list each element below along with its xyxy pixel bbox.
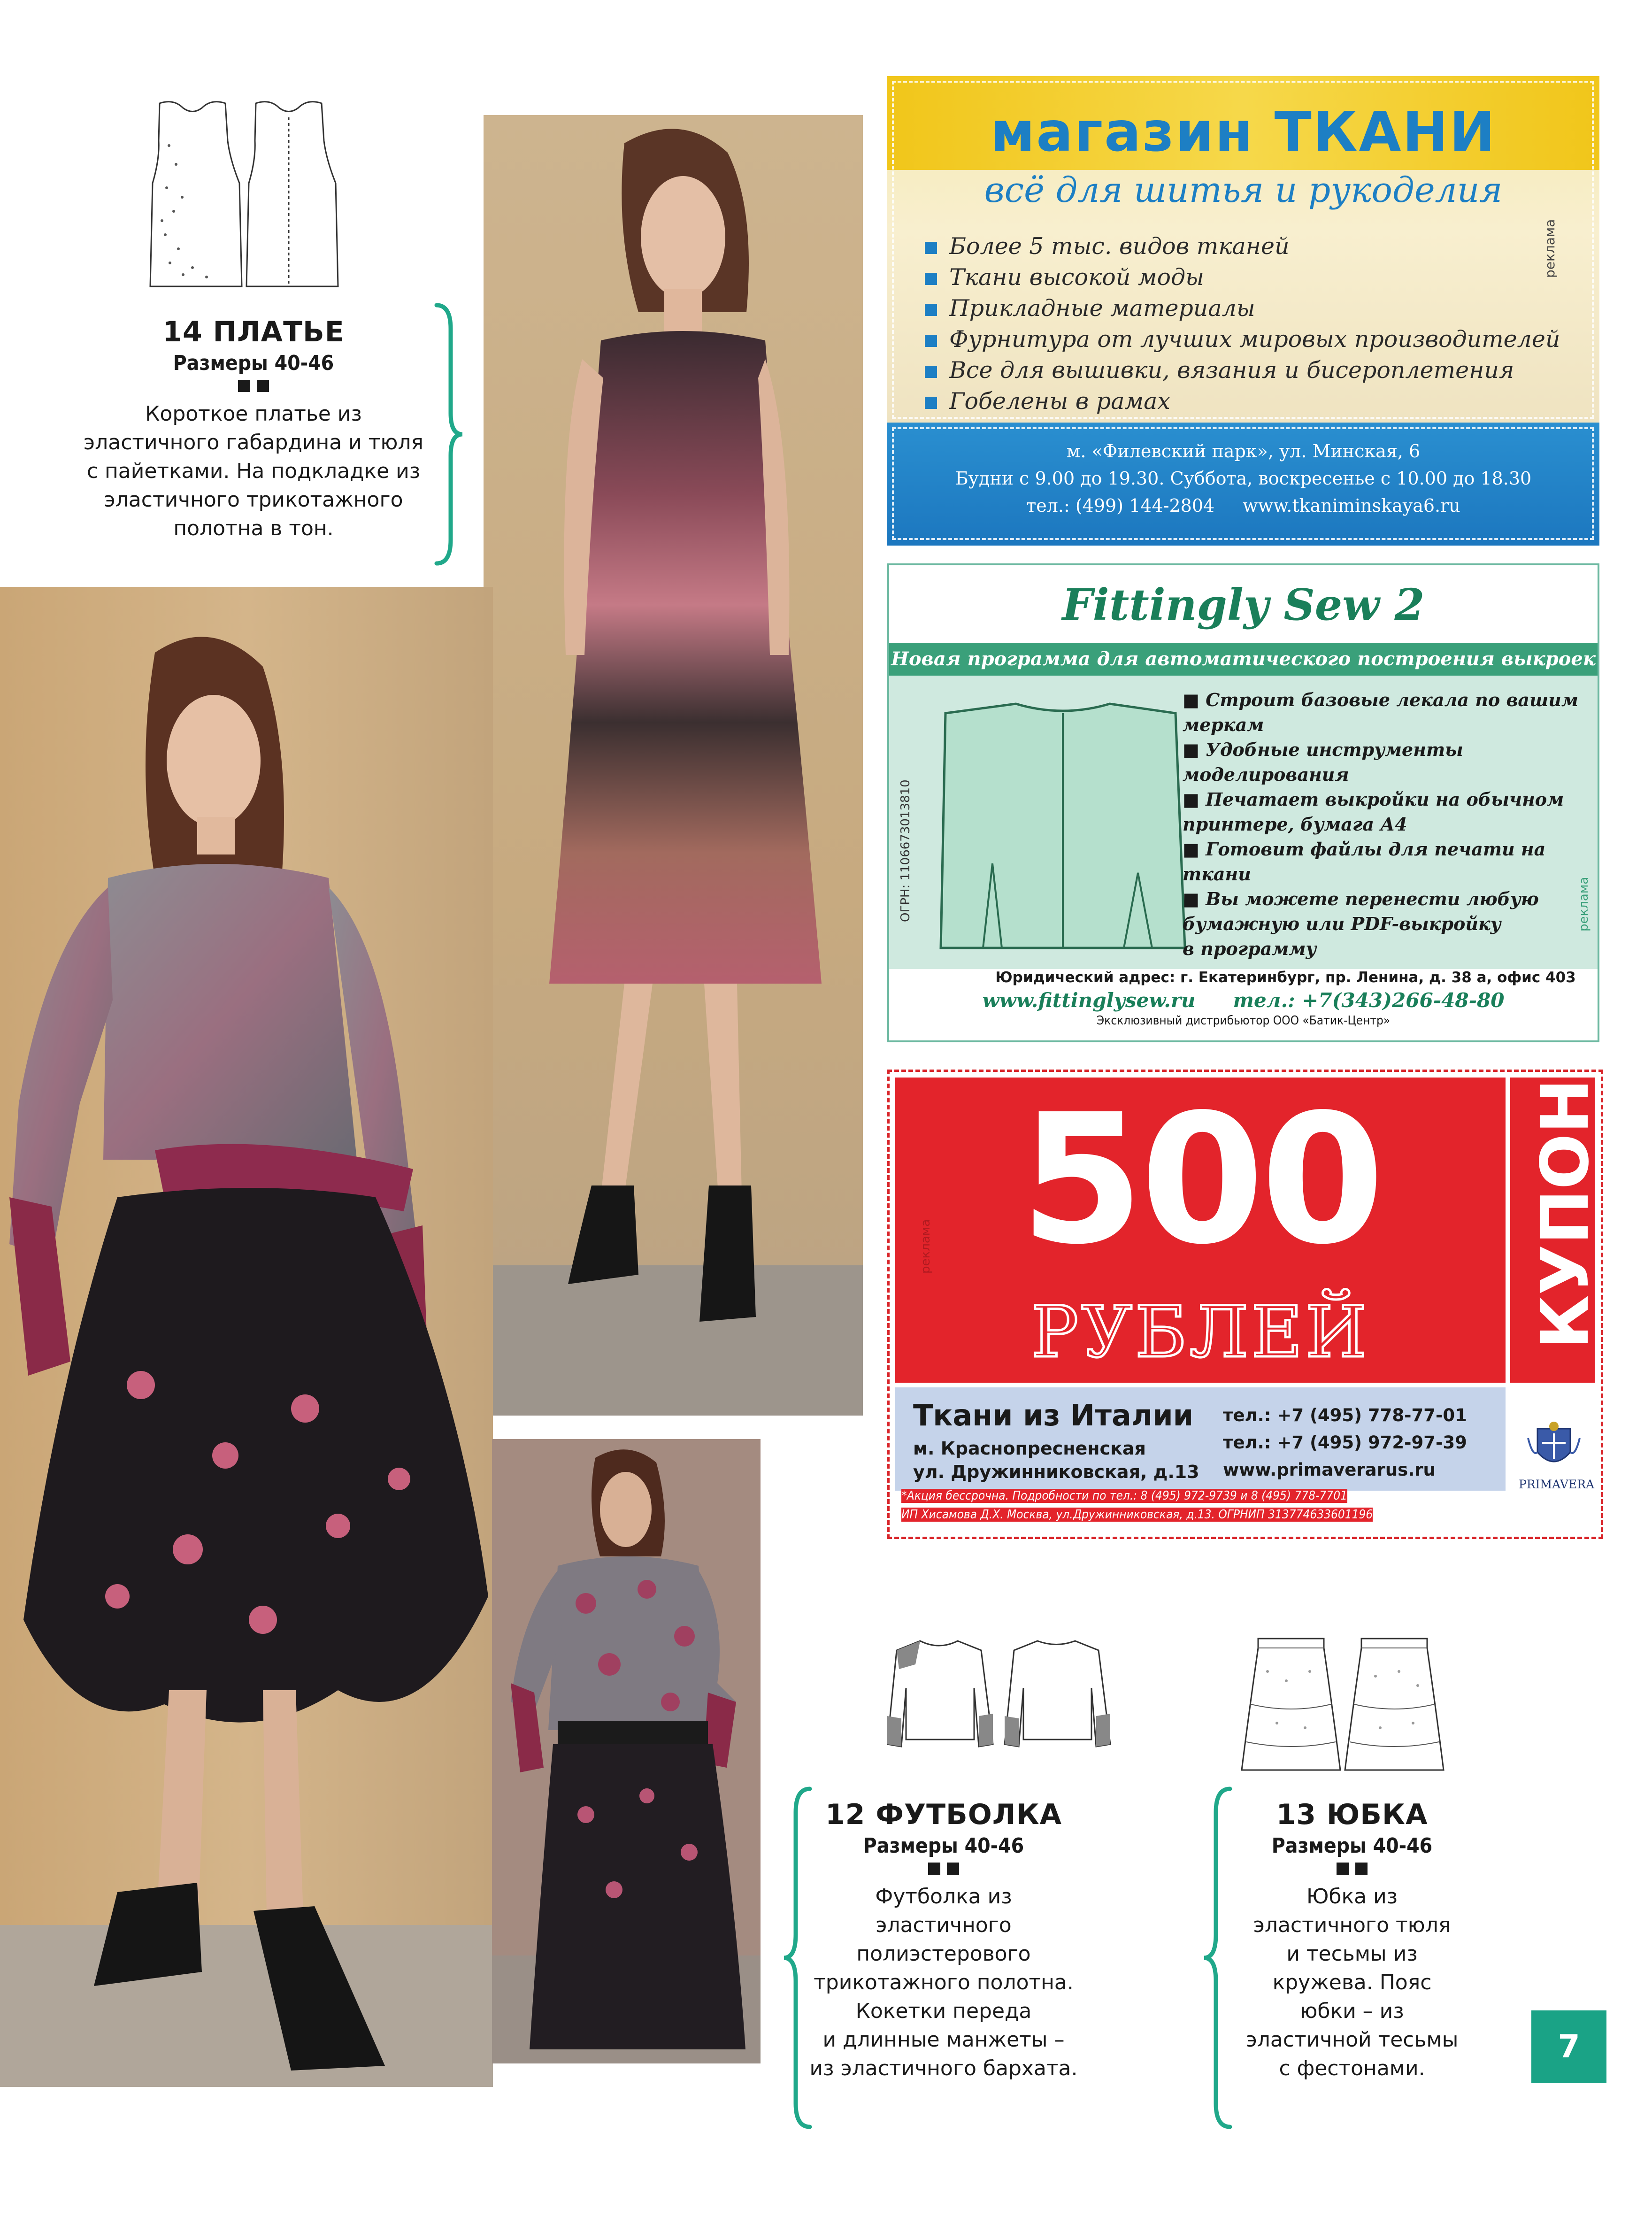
ad-title: Fittingly Sew 2 [1062,579,1425,630]
item-sizes: Размеры 40-46 [173,351,334,375]
ad-url-phone: www.fittinglysew.ru тел.: +7(343)266-48-80 [982,989,1505,1012]
coupon-phone-1: тел.: +7 (495) 778-77-01 [1223,1405,1467,1425]
coupon-amount: 500 [1020,1076,1381,1284]
list-item: Все для вышивки, вязания и бисероплетения [925,355,1573,386]
list-item: Ткани высокой моды [925,262,1573,293]
item-description: Короткое платье из эластичного габардина и тюля с пайетками. На подкладке из эластичного трикотажного полотна в тон. [83,402,424,540]
ad-feature-list: ■ Строит базовые лекала по вашим меркам ■ Удобные инструменты моделирования ■ Печатает выкройки на обычном принтере, бумага А4 ■ Готовит файлы для печати на ткани ■ Вы можете перенести любую бумажную или PDF-выкройку в программу [1183,689,1578,959]
ad-label: реклама [1542,219,1558,278]
coupon-phone-2: тел.: +7 (495) 972-97-39 [1223,1432,1467,1453]
ad-subtitle: всё для шитья и рукоделия [984,170,1503,210]
list-item: Более 5 тыс. видов тканей [925,231,1573,262]
list-item: Фурнитура от лучших мировых производителей [925,324,1573,355]
ad-hours: Будни с 9.00 до 19.30. Суббота, воскресенье с 10.00 до 18.30 [955,468,1532,489]
page-number: 7 [1558,2028,1580,2065]
ad-distributor: Эксклюзивный дистрибьютор ООО «Батик-Центр» [1096,1014,1391,1028]
dress-14-description [70,316,437,543]
sequin-dress-photo [484,115,863,1416]
logo-text: PRIMAVERA [1519,1478,1595,1491]
skirt-13-description [1230,1798,1474,2083]
item-sizes: Размеры 40-46 [1271,1834,1433,1858]
ad-address: Юридический адрес: г. Екатеринбург, пр. Ленина, д. 38 а, офис 403 [995,969,1576,986]
coupon-note-2: ИП Хисамова Д.Х. Москва, ул.Дружинниковская, д.13. ОГРНИП 313774633601196 [901,1508,1373,1522]
fittingly-sew-ad [887,563,1599,1042]
coupon-ad [887,1070,1603,1539]
ad-title: магазин ТКАНИ [990,100,1497,164]
item-title: 14 ПЛАТЬЕ [162,316,345,348]
coupon-street: ул. Дружинниковская, д.13 [913,1462,1199,1482]
list-item: Прикладные материалы [925,293,1573,324]
coupon-currency: РУБЛЕЙ [1031,1292,1370,1373]
ad-contacts [887,438,1599,519]
item-description: Футболка из эластичного полиэстерового трикотажного полотна. Кокетки переда и длинные манжеты – из эластичного бархата. [809,1885,1078,2080]
skirt-13-technical-drawing [1239,1629,1455,1779]
difficulty-marks [70,380,437,397]
fabric-shop-ad [887,76,1599,546]
primavera-logo [1519,1419,1595,1504]
coupon-note-1: *Акция бессрочна. Подробности по тел.: 8 (495) 972-9739 и 8 (495) 778-7701 [901,1489,1348,1503]
ad-ogrn: ОГРН: 1106673013810 [899,779,913,922]
item-title: 12 ФУТБОЛКА [825,1798,1062,1831]
item-description: Юбка из эластичного тюля и тесьмы из кружева. Пояс юбки – из эластичной тесьмы с фестонами. [1245,1885,1459,2080]
coupon-url: www.primaverarus.ru [1223,1460,1436,1480]
ad-phone-url: тел.: (499) 144-2804 www.tkaniminskaya6.ru [1026,495,1460,516]
ad-band: Новая программа для автоматического построения выкроек [889,643,1598,676]
coupon-metro: м. Краснопресненская [913,1438,1146,1459]
dress-14-technical-drawing [141,89,343,296]
item-sizes: Размеры 40-46 [863,1834,1024,1858]
ad-bullet-list [925,231,1573,417]
tshirt-12-description [807,1798,1080,2083]
difficulty-marks [807,1863,1080,1879]
crest-icon [1519,1419,1589,1476]
ad-label: реклама [1577,877,1591,931]
brace-decoration [432,300,465,568]
back-view-photo [492,1439,761,2063]
ad-label: реклама [919,1219,933,1274]
item-title: 13 ЮБКА [1276,1798,1428,1831]
pattern-illustration [931,685,1194,962]
difficulty-marks [1230,1863,1474,1879]
ad-address: м. «Филевский парк», ул. Минская, 6 [1066,441,1421,462]
tshirt-12-technical-drawing [887,1632,1122,1754]
velvet-top-lace-skirt-photo [0,587,493,2087]
page-number-box [1531,2010,1606,2083]
coupon-word: КУПОН [1527,1078,1604,1349]
list-item: Гобелены в рамах [925,386,1573,417]
coupon-shop-name: Ткани из Италии [913,1398,1194,1432]
